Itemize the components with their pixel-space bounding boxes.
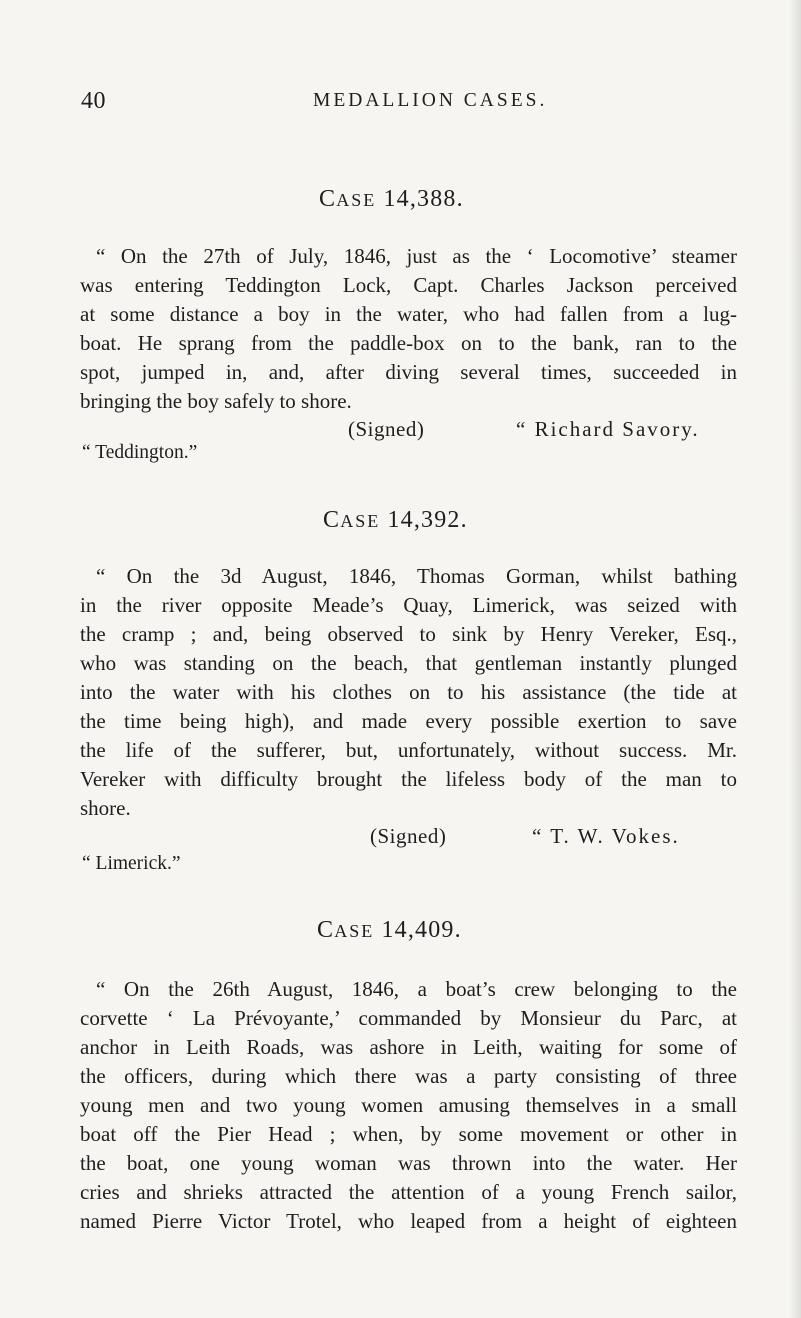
case-text-line: the time being high), and made every possible exertion to save [80,709,737,733]
case-title-initial: C [319,186,337,212]
case-number: 14,409. [381,917,462,943]
case-title-initial: C [317,917,335,943]
case-number: 14,392. [387,507,468,533]
case-text-line: the officers, during which there was a party consisting of three [80,1064,737,1088]
signed-label: (Signed) [370,824,447,848]
case-text-line: bringing the boy safely to shore. [80,389,352,413]
signatory: “ Richard Savory. [516,417,700,441]
page-number: 40 [81,88,106,114]
case-text-line: young men and two young women amusing themselves in a small [80,1093,737,1117]
case-text-line: “ On the 26th August, 1846, a boat’s crew belonging to the [96,977,737,1001]
case-text-line: in the river opposite Meade’s Quay, Limerick, was seized with [80,593,737,617]
case-text-line: boat off the Pier Head ; when, by some movement or other in [80,1122,737,1146]
case-title-rest: ASE [340,511,381,531]
place-of-signing: “ Limerick.” [82,853,181,874]
case-text-line: at some distance a boy in the water, who had fallen from a lug- [80,302,737,326]
case-text-line: Vereker with difficulty brought the lifeless body of the man to [80,767,737,791]
place-of-signing: “ Teddington.” [82,442,198,463]
case-text-line: named Pierre Victor Trotel, who leaped from a height of eighteen [80,1209,737,1233]
case-title-initial: C [323,507,341,533]
case-text-line: who was standing on the beach, that gentleman instantly plunged [80,651,737,675]
case-title-rest: ASE [336,190,377,210]
signatory: “ T. W. Vokes. [532,824,680,848]
case-title [317,917,462,944]
signed-label: (Signed) [348,417,425,441]
case-text-line: cries and shrieks attracted the attention of a young French sailor, [80,1180,737,1204]
page-edge-shadow [789,0,801,1318]
case-text-line: anchor in Leith Roads, was ashore in Leith, waiting for some of [80,1035,737,1059]
case-number: 14,388. [383,186,464,212]
case-text-line: was entering Teddington Lock, Capt. Charles Jackson perceived [80,273,737,297]
case-title [319,186,464,213]
running-head: MEDALLION CASES. [313,90,548,111]
case-text-line: boat. He sprang from the paddle-box on to the bank, ran to the [80,331,737,355]
case-text-line: the cramp ; and, being observed to sink by Henry Vereker, Esq., [80,622,737,646]
case-title-rest: ASE [334,921,375,941]
case-text-line: “ On the 27th of July, 1846, just as the ‘ Locomotive’ steamer [96,244,737,268]
case-text-line: shore. [80,796,131,820]
case-text-line: the boat, one young woman was thrown into the water. Her [80,1151,737,1175]
case-text-line: corvette ‘ La Prévoyante,’ commanded by Monsieur du Parc, at [80,1006,737,1030]
case-text-line: into the water with his clothes on to his assistance (the tide at [80,680,737,704]
case-text-line: spot, jumped in, and, after diving several times, succeeded in [80,360,737,384]
case-text-line: the life of the sufferer, but, unfortunately, without success. Mr. [80,738,737,762]
case-title [323,507,468,534]
case-text-line: “ On the 3d August, 1846, Thomas Gorman, whilst bathing [96,564,737,588]
